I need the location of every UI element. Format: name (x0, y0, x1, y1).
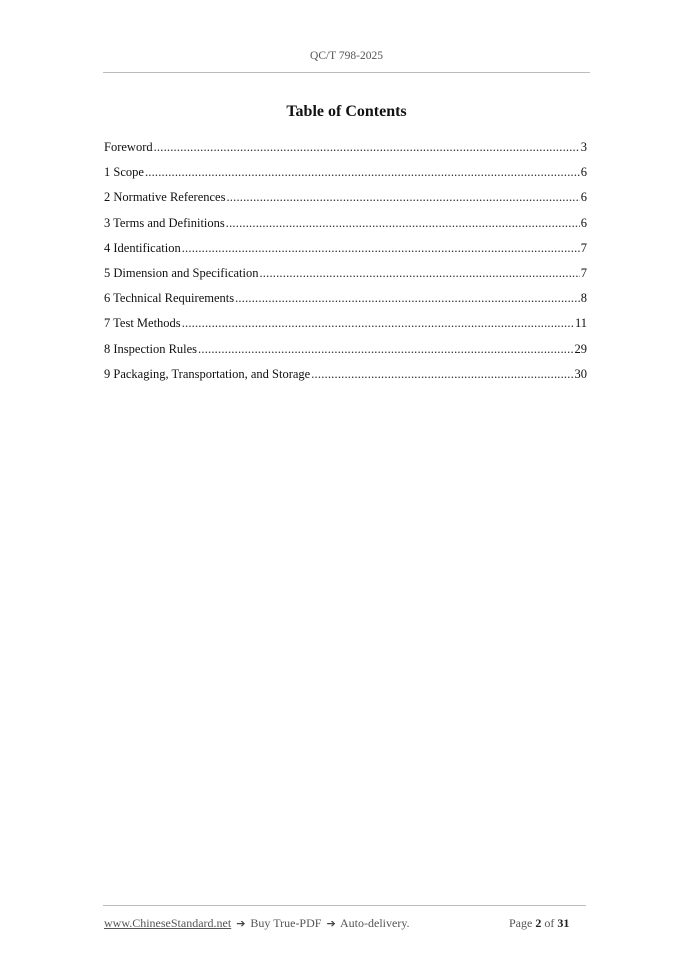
toc-entry-label: 9 Packaging, Transportation, and Storage (104, 366, 311, 381)
toc-entry-label: 3 Terms and Definitions (104, 215, 225, 230)
dot-leader (226, 188, 579, 206)
toc-title: Table of Contents (286, 103, 407, 120)
toc-entry-page: 11 (574, 316, 587, 331)
toc-entry-label: 8 Inspection Rules (104, 341, 198, 356)
right-arrow-icon: ➔ (236, 917, 246, 930)
toc-entry-label: 7 Test Methods (104, 316, 181, 331)
of-word: of (544, 916, 555, 930)
toc-entry-dimension-and-specification[interactable] (104, 264, 587, 289)
toc-entry-identification[interactable] (104, 239, 587, 264)
total-pages-number: 31 (557, 916, 570, 930)
toc-entry-label: Foreword (104, 140, 153, 154)
site-link[interactable]: www.ChineseStandard.net (104, 916, 232, 930)
dot-leader (259, 264, 579, 282)
dot-leader (154, 138, 580, 156)
right-arrow-icon: ➔ (326, 917, 336, 930)
toc-entry-label: 5 Dimension and Specification (104, 265, 259, 280)
running-header: QC/T 798-2025 (310, 50, 383, 62)
toc-entry-terms-and-definitions[interactable] (104, 214, 587, 239)
toc-entry-page: 30 (574, 366, 587, 381)
toc-entry-technical-requirements[interactable] (104, 289, 587, 314)
toc-entry-page: 8 (580, 291, 587, 306)
dot-leader (198, 340, 573, 358)
toc-list (104, 138, 587, 390)
toc-entry-page: 6 (580, 215, 587, 230)
toc-entry-page: 6 (580, 190, 587, 205)
toc-entry-inspection-rules[interactable] (104, 340, 587, 365)
dot-leader (182, 239, 580, 257)
toc-entry-test-methods[interactable] (104, 314, 587, 339)
toc-entry-label: 6 Technical Requirements (104, 291, 235, 306)
toc-entry-foreword[interactable] (104, 138, 587, 163)
toc-entry-page: 3 (580, 140, 587, 154)
toc-entry-page: 7 (580, 265, 587, 280)
toc-entry-packaging-transportation-storage[interactable] (104, 365, 587, 390)
dot-leader (182, 314, 574, 332)
toc-entry-label: 1 Scope (104, 165, 144, 180)
current-page-number: 2 (535, 916, 542, 930)
toc-entry-scope[interactable] (104, 163, 587, 188)
page-word: Page (509, 916, 533, 930)
dot-leader (226, 214, 580, 232)
toc-entry-label: 4 Identification (104, 240, 181, 255)
header-divider (103, 72, 590, 73)
dot-leader (145, 163, 580, 181)
page-indicator (509, 916, 569, 931)
auto-delivery-text: Auto-delivery. (340, 916, 410, 930)
toc-entry-page: 7 (580, 240, 587, 255)
buy-true-pdf-text: Buy True-PDF (250, 916, 322, 930)
toc-entry-normative-references[interactable] (104, 188, 587, 213)
toc-entry-label: 2 Normative References (104, 190, 226, 205)
dot-leader (235, 289, 580, 307)
toc-entry-page: 29 (574, 341, 587, 356)
toc-entry-page: 6 (580, 165, 587, 180)
footer-divider (103, 905, 586, 906)
footer-promo (104, 916, 410, 931)
dot-leader (311, 365, 573, 383)
